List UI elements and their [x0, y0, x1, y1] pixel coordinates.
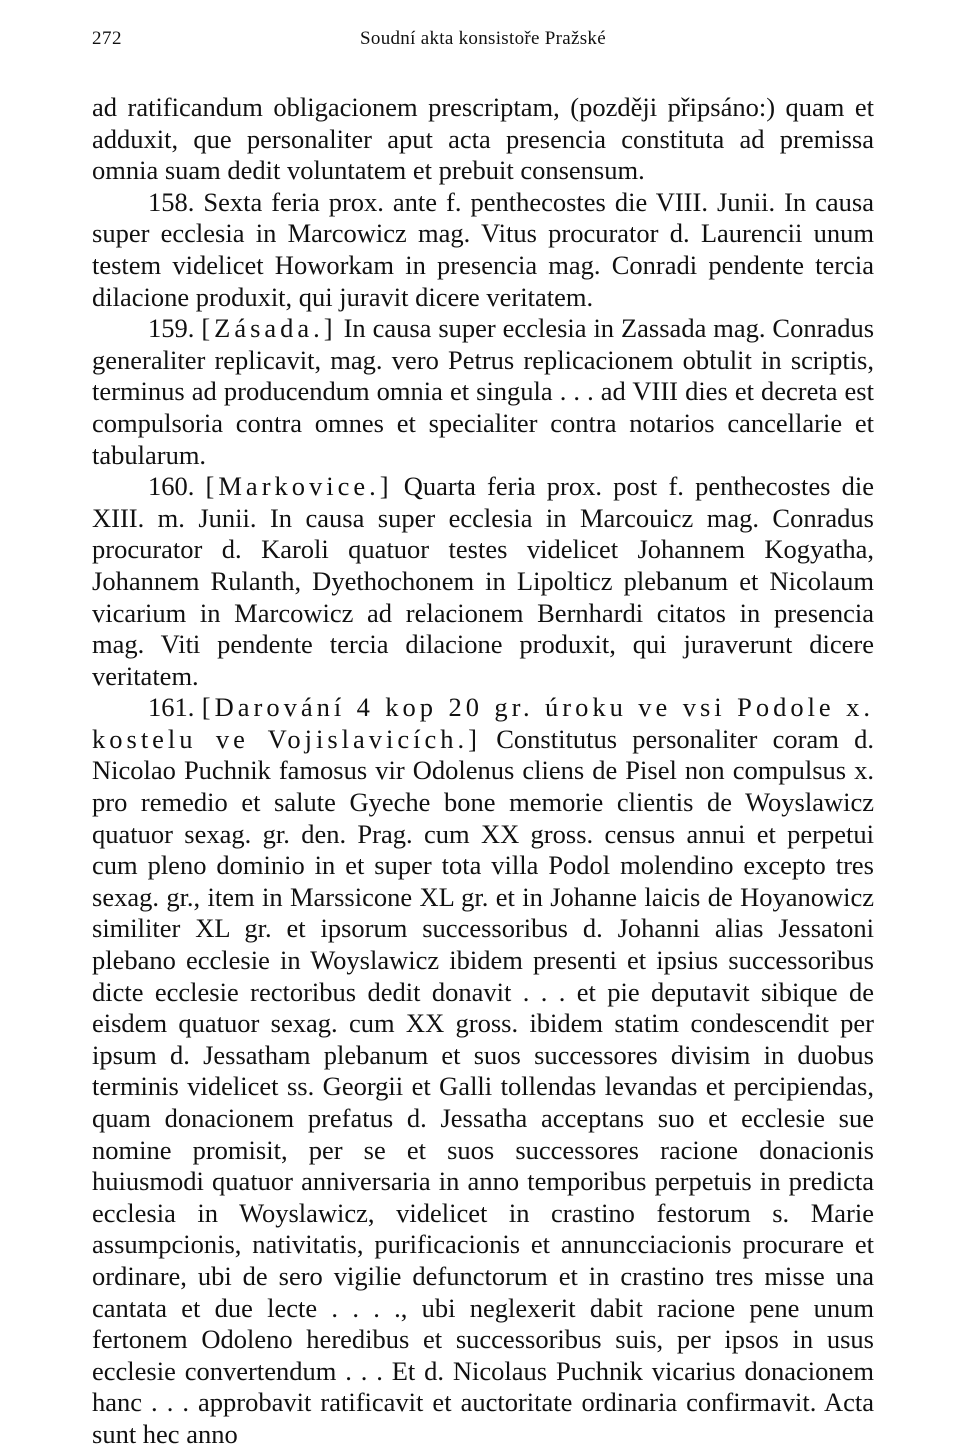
page-number: 272: [92, 28, 122, 49]
entry-text: Constitutus personaliter coram d. Nicolao Puchnik famosus vir Odolenus cliens de Pisel non compulsus x. pro remedio et salute Gyeche bone memorie clientis de Woyslawicz quatuor sexag. gr. den. Prag. cum XX gross. census annui et perpetui cum pleno dominio in et super tota villa Podol molendino excepto tres sexag. gr., item in Marssicone XL gr. et in Johanne laicis de Hoyanowicz similiter XL gr. et ipsorum successoribus d. Johanni alias Jessatoni plebano ecclesie in Woyslawicz ibidem presenti et ipsius successoribus dicte ecclesie rectoribus dedit donavit . . . et pie deputavit sibique de eisdem quatuor sexag. cum XX gross. ibidem statim condescendit per ipsum d. Jessatham plebanum et suos successores divisim in duobus terminis videlicet ss. Georgii et Galli tollendas levandas et percipiendas, quam donacionem prefatus d. Jessatha acceptans suo et ecclesie sue nomine promisit, per se et suos successores racione donacionis huiusmodi quatuor anniversaria in anno temporibus perpetuis in predicta ecclesia in Woyslawicz, videlicet in crastino festorum s. Marie assumpcionis, nativitatis, purificacionis et annuncciacionis procurare et ordinare, ubi de sero vigilie defunctorum et in crastino tres misse una cantata et due lecte . . . ., ubi neglexerit dabit racione pene unum fertonem Odoleno heredibus et successoribus suis, per ipsos in usus ecclesie convertendum . . . Et d. Nicolaus Puchnik vicarius donacionem hanc . . . approbavit ratificavit et auctoritate ordinaria confirmavit. Acta sunt hec anno: [92, 723, 874, 1449]
entry-number: 160.: [148, 471, 195, 502]
entry-number: 161.: [148, 692, 195, 723]
paragraph-continuation: [92, 92, 874, 187]
entry-160: [92, 471, 874, 692]
entry-161: [92, 692, 874, 1450]
entry-number: 159.: [148, 313, 195, 344]
body-text: [92, 92, 874, 1451]
entry-heading: [Markovice.]: [205, 471, 393, 502]
entry-number: 158.: [148, 186, 195, 217]
entry-159: [92, 313, 874, 471]
page-header: [92, 0, 874, 92]
entry-text: In causa super ecclesia in Zassada mag. Conradus generaliter replicavit, mag. vero Petrus replicacionem obtulit in scriptis, terminus ad producendum omnia et singula . . . ad VIII dies et decreta est compulsoria contra omnes et specialiter contra notarios cancellarie et tabularum.: [92, 313, 875, 470]
entry-text: Quarta feria prox. post f. penthecostes die XIII. m. Junii. In causa super ecclesia in Marcouicz mag. Conradus procurator d. Karoli quatuor testes videlicet Johannem Kogyatha, Johannem Rulanth, Dyethochonem in Lipolticz plebanum et Nicolaum vicarium in Marcowicz ad relacionem Bernhardi citatos in presencia mag. Viti pendente tercia dilacione produxit, qui juraverunt dicere veritatem.: [92, 471, 875, 691]
entry-text: Sexta feria prox. ante f. penthecostes die VIII. Junii. In causa super ecclesia in Marcowicz mag. Vitus procurator d. Laurencii unum testem videlicet Howorkam in presencia mag. Conradi pendente tercia dilacione produxit, qui juravit dicere veritatem.: [92, 186, 874, 312]
entry-heading: [Darování 4 kop 20 gr. úroku ve vsi Podole x. kostelu ve Vojislavicích.]: [92, 692, 874, 754]
paragraph-text: ad ratificandum obligacionem prescriptam, (později připsáno:) quam et adduxit, que personaliter aput acta presencia constituta ad premissa omnia suam dedit voluntatem et prebuit consensum.: [92, 92, 874, 186]
entry-heading: [Zásada.]: [201, 313, 337, 344]
running-title: Soudní akta konsistoře Pražské: [360, 28, 606, 49]
entry-158: [92, 187, 874, 313]
